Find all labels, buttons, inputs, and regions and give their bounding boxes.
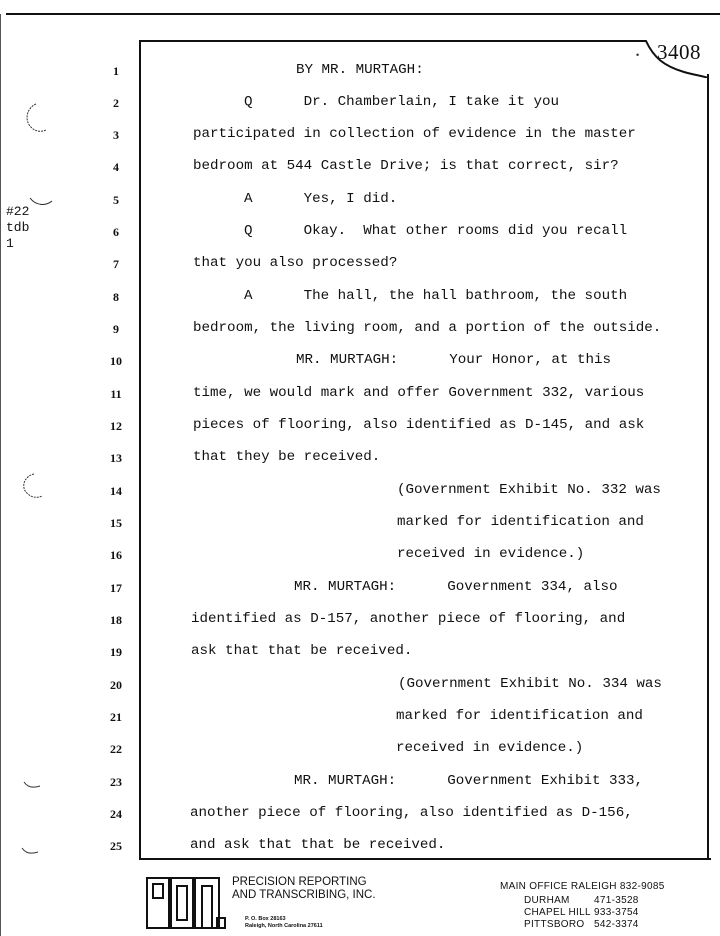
line-number: 17 (110, 581, 122, 595)
margin-arc-mark (18, 468, 48, 502)
transcript-line: and ask that that be received. (190, 837, 446, 853)
firm-name-line-2: AND TRANSCRIBING, INC. (232, 888, 376, 901)
line-number: 6 (113, 225, 119, 239)
transcript-line: participated in collection of evidence in the master (193, 126, 636, 142)
office-durham (524, 895, 639, 906)
line-number: 19 (110, 645, 122, 659)
margin-note-line: #22 (6, 204, 30, 219)
margin-note (6, 204, 29, 252)
line-number: 3 (113, 128, 119, 142)
office-phone: 471-3528 (594, 895, 639, 906)
line-number: 13 (110, 451, 122, 465)
transcript-line: A Yes, I did. (244, 191, 398, 207)
corner-mark: • (636, 50, 640, 60)
line-number: 16 (110, 548, 122, 562)
firm-name (232, 876, 376, 901)
transcript-line: MR. MURTAGH: Government 334, also (294, 579, 618, 595)
line-number: 7 (113, 257, 119, 271)
page-number: 3408 (657, 40, 701, 64)
transcript-line: Q Okay. What other rooms did you recall (244, 223, 628, 239)
transcript-line: MR. MURTAGH: Your Honor, at this (296, 352, 612, 368)
margin-arc-mark (20, 846, 40, 858)
page-edge (0, 14, 1, 936)
line-number: 12 (110, 419, 122, 433)
address-line-1: P. O. Box 28163 (245, 916, 286, 922)
margin-arc-mark (22, 100, 52, 136)
transcript-line: another piece of flooring, also identified as D-156, (190, 805, 633, 821)
transcript-line: (Government Exhibit No. 334 was (398, 676, 662, 692)
main-office-phone: 832-9085 (619, 881, 665, 892)
top-rule (6, 13, 720, 15)
transcript-line: bedroom, the living room, and a portion of the outside. (193, 320, 662, 336)
margin-note-line: tdb (6, 220, 30, 235)
line-number: 9 (113, 322, 119, 336)
line-number: 15 (110, 516, 122, 530)
transcript-line: BY MR. MURTAGH: (296, 62, 424, 78)
line-number: 14 (110, 484, 122, 498)
transcript-line: MR. MURTAGH: Government Exhibit 333, (294, 773, 644, 789)
line-number: 18 (110, 613, 122, 627)
firm-name-line-1: PRECISION REPORTING (232, 876, 367, 888)
office-chapel-hill (524, 907, 639, 918)
office-phone: 933-3754 (594, 907, 639, 918)
line-number: 2 (113, 96, 119, 110)
transcript-line: marked for identification and (396, 708, 643, 724)
margin-arc-mark (28, 196, 56, 210)
office-phone: 542-3374 (594, 919, 639, 930)
transcript-line: time, we would mark and offer Government 332, various (193, 385, 645, 401)
line-number: 4 (113, 160, 119, 174)
main-office-label: MAIN OFFICE RALEIGH (500, 881, 617, 892)
transcript-line: identified as D-157, another piece of flooring, and (191, 611, 626, 627)
firm-address (245, 916, 323, 930)
frame-top-rule (139, 40, 616, 42)
main-office (500, 881, 665, 892)
margin-note-line: 1 (6, 236, 14, 251)
office-city: CHAPEL HILL (524, 907, 591, 918)
firm-logo (145, 876, 227, 932)
transcript-line: that you also processed? (193, 255, 398, 271)
address-line-2: Raleigh, North Carolina 27611 (245, 923, 323, 929)
line-number: 20 (110, 678, 122, 692)
office-city: DURHAM (524, 895, 570, 906)
transcript-line: Q Dr. Chamberlain, I take it you (244, 94, 560, 110)
transcript-line: received in evidence.) (396, 740, 584, 756)
transcript-line: (Government Exhibit No. 332 was (397, 482, 661, 498)
line-number: 25 (110, 839, 122, 853)
transcript-line: that they be received. (193, 449, 381, 465)
line-number: 24 (110, 807, 122, 821)
transcript-line: bedroom at 544 Castle Drive; is that correct, sir? (193, 158, 619, 174)
transcript-line: pieces of flooring, also identified as D-145, and ask (193, 417, 645, 433)
margin-arc-mark (22, 780, 42, 792)
line-number: 10 (110, 354, 122, 368)
line-number: 23 (110, 775, 122, 789)
transcript-line: received in evidence.) (397, 546, 585, 562)
office-pittsboro (524, 919, 639, 930)
line-number: 21 (110, 710, 122, 724)
transcript-line: ask that that be received. (191, 643, 413, 659)
line-number: 8 (113, 290, 119, 304)
frame-right-rule (707, 74, 709, 860)
line-number: 22 (110, 742, 122, 756)
line-number: 1 (113, 64, 119, 78)
office-city: PITTSBORO (524, 919, 585, 930)
transcript-line: marked for identification and (397, 514, 644, 530)
line-number: 5 (113, 193, 119, 207)
transcript-line: A The hall, the hall bathroom, the south (244, 288, 628, 304)
line-number: 11 (110, 387, 122, 401)
